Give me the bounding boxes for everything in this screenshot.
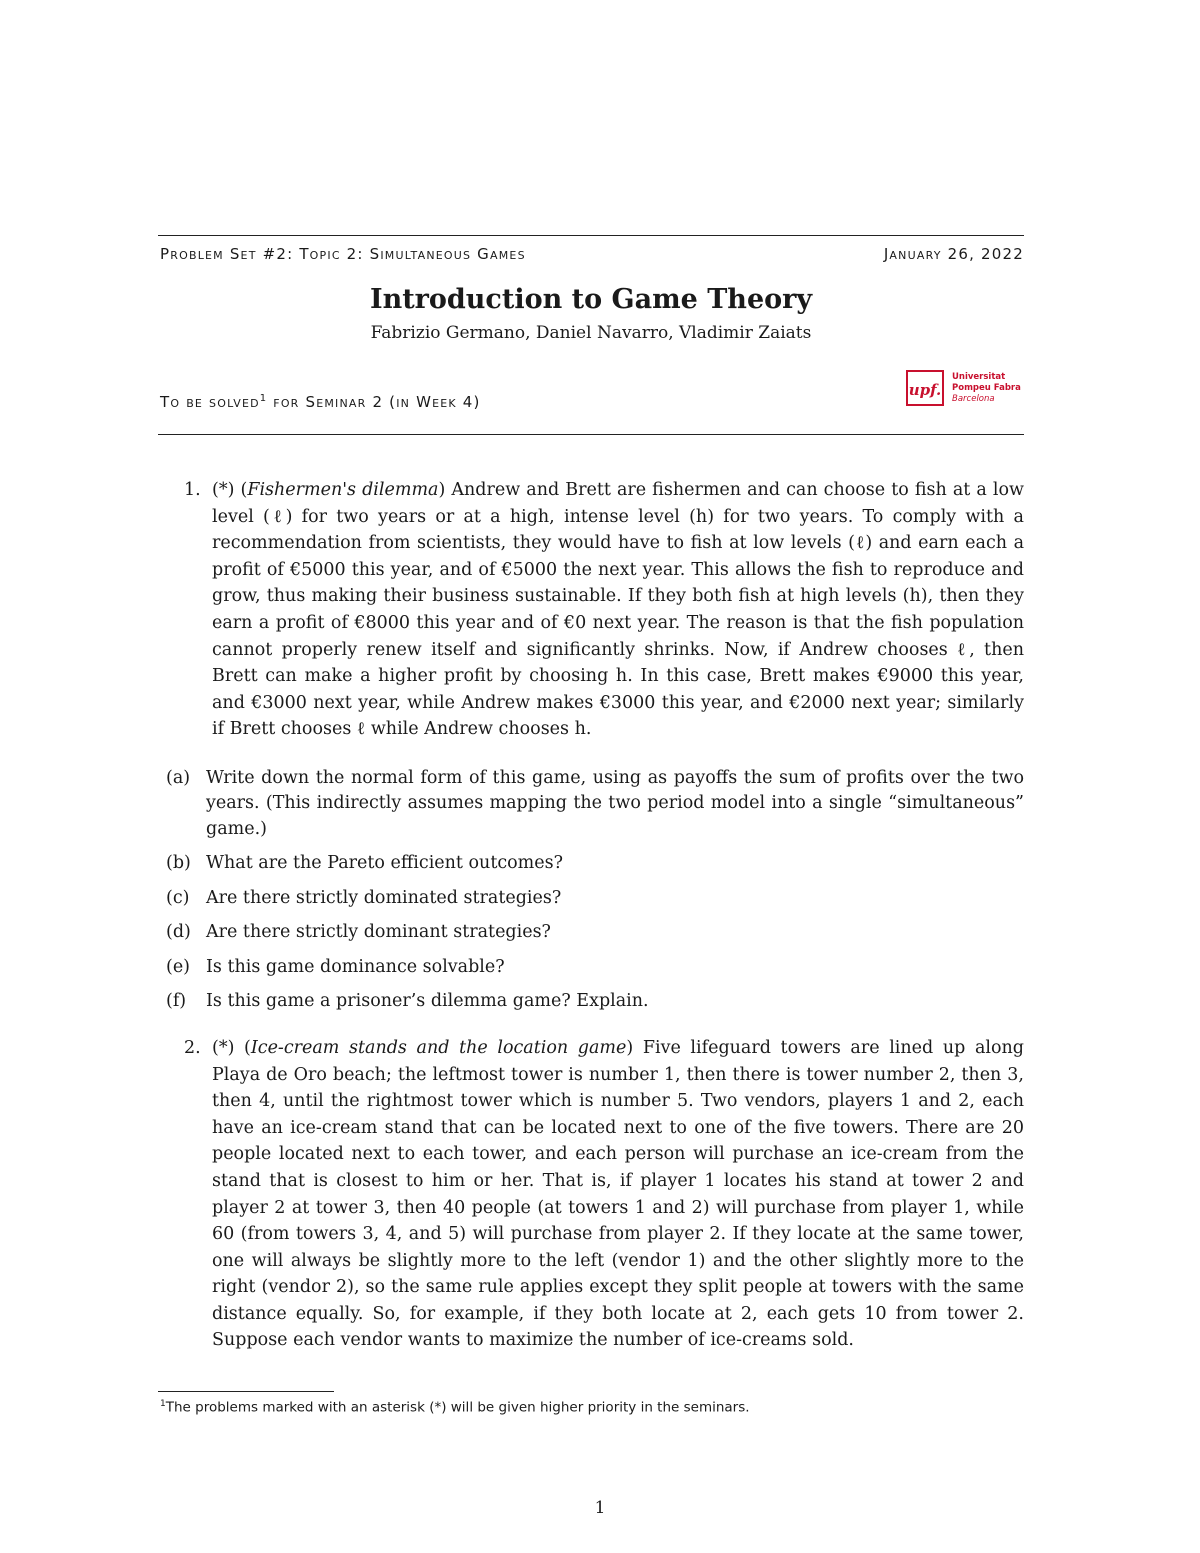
document-authors: Fabrizio Germano, Daniel Navarro, Vladimir Zaiats (370, 323, 812, 343)
subquestion-label: (c) (166, 887, 190, 908)
subquestion (158, 766, 1024, 843)
problem-1 (158, 477, 1024, 743)
logo-line-1: Universitat (952, 372, 1006, 382)
footnote (160, 1399, 750, 1416)
subquestion (158, 851, 1024, 877)
subquestion-text: Are there strictly dominant strategies? (206, 922, 551, 943)
footnote-rule (158, 1391, 334, 1392)
problem-title: Fishermen's dilemma (247, 480, 439, 500)
subquestion-label: (d) (166, 922, 191, 943)
university-logo (906, 370, 1026, 410)
problem-2 (158, 1035, 1024, 1354)
problem-number: 1. (184, 480, 201, 500)
header-course-topic: Problem Set #2: Topic 2: Simultaneous Games (160, 245, 526, 263)
footnote-marker: 1 (259, 393, 268, 404)
subquestion (158, 955, 1024, 981)
footnote-mark: 1 (160, 1399, 166, 1409)
subquestion-text: Is this game dominance solvable? (206, 956, 505, 977)
subquestion (158, 886, 1024, 912)
assignment-note-label: To be solved (160, 393, 260, 411)
problem-text: ) Five lifeguard towers are lined up along Playa de Oro beach; the leftmost tower is number 1, then there is tower number 2, then 3, then 4, until the rightmost tower which is number 5. Two vendors, players 1 and 2, each have an ice-cream stand that can be located next to one of the five towers. There are 20 people located next to each tower, and each person will purchase an ice-cream from the stand that is closest to him or her. That is, if player 1 locates his stand at tower 2 and player 2 at tower 3, then 40 people (at towers 1 and 2) will purchase from player 1, while 60 (from towers 3, 4, and 5) will purchase from player 2. If they locate at the same tower, one will always be slightly more to the left (vendor 1) and the other slightly more to the right (vendor 2), so the same rule applies except they split people at towers with the same distance equally. So, for example, if they both locate at 2, each gets 10 from tower 2. Suppose each vendor wants to maximize the number of ice-creams sold. (212, 1037, 1024, 1351)
header-date: January 26, 2022 (883, 245, 1024, 263)
subquestion (158, 989, 1024, 1015)
logo-wordmark (952, 372, 1021, 405)
subquestion-text: What are the Pareto efficient outcomes? (206, 853, 563, 874)
subquestion-label: (b) (166, 853, 191, 874)
problem-number: 2. (184, 1037, 201, 1058)
problem-text: ) Andrew and Brett are fishermen and can choose to fish at a low level (ℓ) for two years or at a high, intense level (h) for two years. To comply with a recommendation from scientists, they would have to fish at low levels (ℓ) and earn each a profit of €5000 this year, and of €5000 the next year. This allows the fish to reproduce and grow, thus making their business sustainable. If they both fish at high levels (h), then they earn a profit of €8000 this year and of €0 next year. The reason is that the fish population cannot properly renew itself and significantly shrinks. Now, if Andrew chooses ℓ, then Brett can make a higher profit by choosing h. In this case, Brett makes €9000 this year, and €3000 next year, while Andrew makes €3000 this year, and €2000 next year; similarly if Brett chooses ℓ while Andrew chooses h. (212, 480, 1024, 740)
subquestion-label: (f) (166, 991, 187, 1012)
header-bottom-rule (158, 434, 1024, 435)
footnote-text: The problems marked with an asterisk (*) will be given higher priority in the seminars. (165, 1399, 750, 1416)
subquestion-text: Write down the normal form of this game, using as payoffs the sum of profits over the two years. (This indirectly assumes mapping the two period model into a single “simultaneous” game.) (206, 767, 1024, 839)
problem-title: Ice-cream stands and the location game (250, 1037, 627, 1058)
subquestion-label: (a) (166, 767, 191, 788)
subquestion (158, 920, 1024, 946)
problem-prefix: (*) ( (212, 1037, 251, 1058)
logo-line-2: Pompeu Fabra (952, 383, 1021, 393)
subquestion-text: Are there strictly dominated strategies? (206, 887, 562, 908)
problems-list (158, 477, 1024, 1354)
page-number: 1 (594, 1498, 606, 1518)
subquestion-text: Is this game a prisoner’s dilemma game? Explain. (206, 991, 649, 1012)
document-title: Introduction to Game Theory (369, 284, 813, 315)
logo-line-3: Barcelona (952, 394, 995, 404)
assignment-note-rest: for Seminar 2 (in Week 4) (267, 393, 481, 411)
assignment-note (160, 393, 481, 411)
problem-prefix: (*) ( (212, 480, 248, 500)
subquestion-label: (e) (166, 956, 191, 977)
logo-mark: upf. (906, 370, 944, 406)
problem-1-subquestions (158, 766, 1024, 1015)
header-top-rule (158, 235, 1024, 236)
